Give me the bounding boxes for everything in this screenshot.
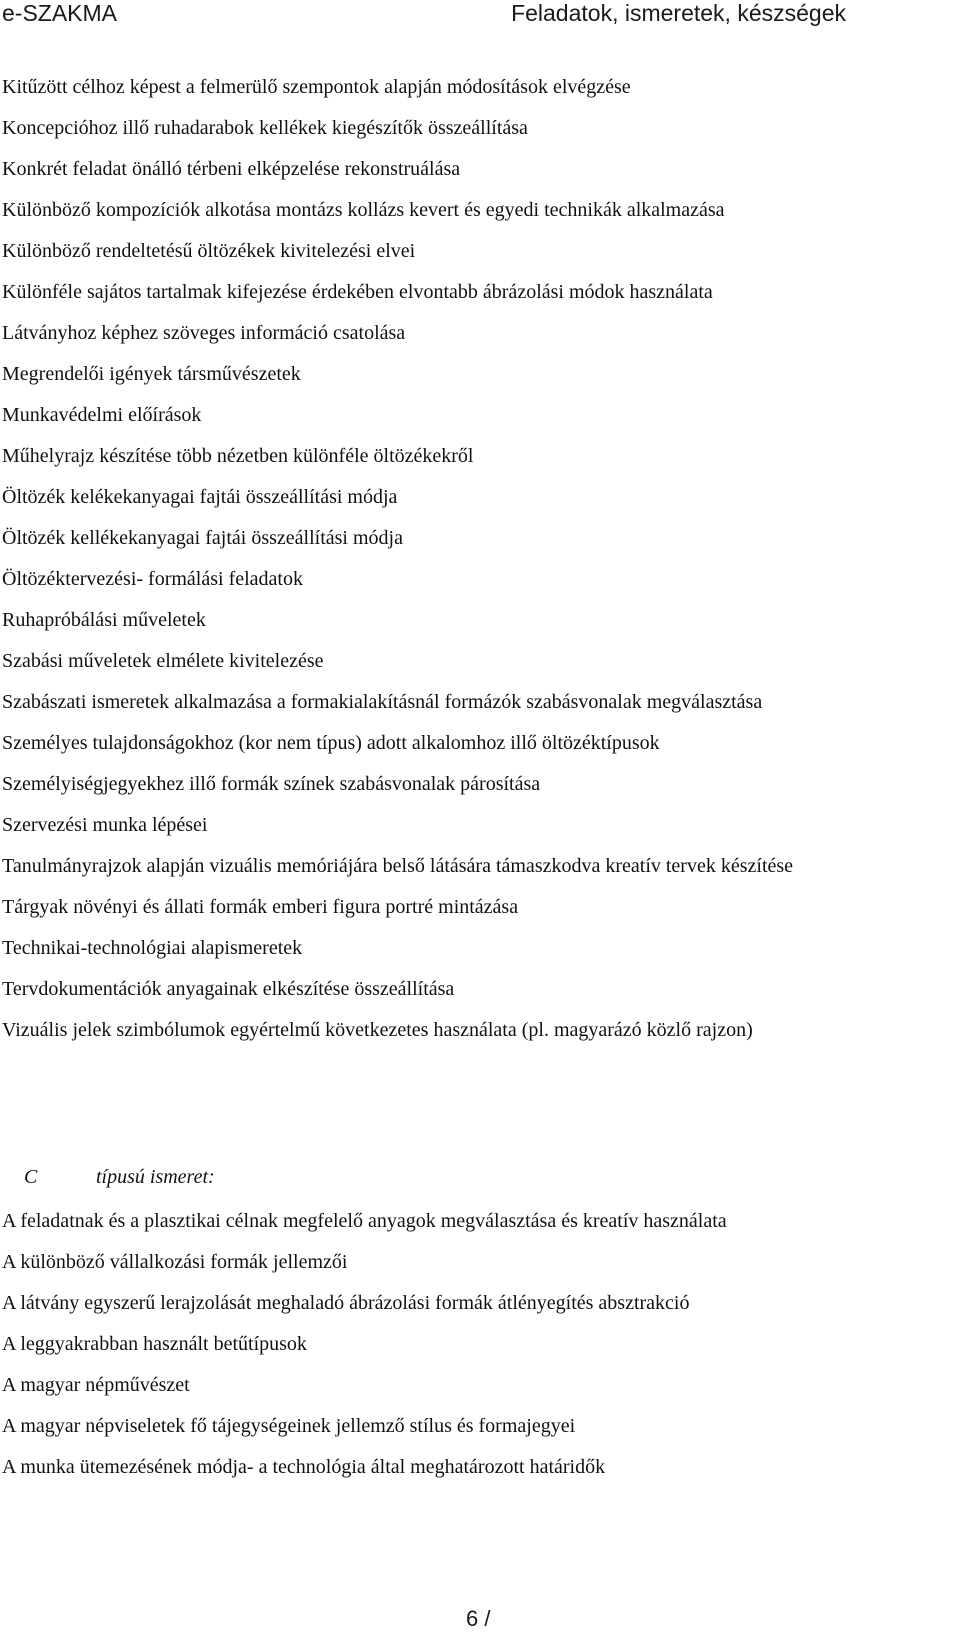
list-item: Különféle sajátos tartalmak kifejezése érdekében elvontabb ábrázolási módok használata: [2, 281, 713, 303]
list-item: Szervezési munka lépései: [2, 814, 208, 836]
list-item: A magyar népművészet: [2, 1374, 190, 1396]
list-item: Szabászati ismeretek alkalmazása a formakialakításnál formázók szabásvonalak megválasztása: [2, 691, 763, 713]
list-item: Technikai-technológiai alapismeretek: [2, 937, 303, 959]
page-header: [0, 0, 960, 40]
list-item: Személyiségjegyekhez illő formák színek szabásvonalak párosítása: [2, 773, 541, 795]
list-item: Megrendelői igények társművészetek: [2, 363, 301, 385]
list-item: Konkrét feladat önálló térbeni elképzelése rekonstruálása: [2, 158, 461, 180]
list-item: Tárgyak növényi és állati formák emberi figura portré mintázása: [2, 896, 519, 918]
list-item: A feladatnak és a plasztikai célnak megfelelő anyagok megválasztása és kreatív használata: [2, 1210, 727, 1232]
list-item: A különböző vállalkozási formák jellemzői: [2, 1251, 348, 1273]
list-item: Ruhapróbálási műveletek: [2, 609, 206, 631]
header-site-title: e-SZAKMA: [2, 0, 118, 26]
list-item: A magyar népviseletek fő tájegységeinek jellemző stílus és formajegyei: [2, 1415, 576, 1437]
list-item: Koncepcióhoz illő ruhadarabok kellékek kiegészítők összeállítása: [2, 117, 528, 139]
list-item: Öltözék kelékekanyagai fajtái összeállítási módja: [2, 486, 398, 508]
section-heading: [2, 1162, 215, 1192]
section-letter: C: [24, 1166, 38, 1188]
section-title-text: típusú ismeret:: [96, 1166, 215, 1188]
list-item: Különböző kompozíciók alkotása montázs kollázs kevert és egyedi technikák alkalmazása: [2, 199, 725, 221]
list-item: A látvány egyszerű lerajzolását meghaladó ábrázolási formák átlényegítés absztrakció: [2, 1292, 690, 1314]
list-item: Különböző rendeltetésű öltözékek kivitelezési elvei: [2, 240, 416, 262]
list-item: A munka ütemezésének módja- a technológia által meghatározott határidők: [2, 1456, 606, 1478]
list-item: Öltözék kellékekanyagai fajtái összeállítási módja: [2, 527, 403, 549]
list-item: Látványhoz képhez szöveges információ csatolása: [2, 322, 406, 344]
page-number: 6 /: [466, 1606, 491, 1631]
list-item: Tervdokumentációk anyagainak elkészítése összeállítása: [2, 978, 455, 1000]
list-item: Öltözéktervezési- formálási feladatok: [2, 568, 303, 590]
list-item: Személyes tulajdonságokhoz (kor nem típus) adott alkalomhoz illő öltözéktípusok: [2, 732, 660, 754]
list-item: Szabási műveletek elmélete kivitelezése: [2, 650, 324, 672]
list-item: A leggyakrabban használt betűtípusok: [2, 1333, 307, 1355]
header-section-title: Feladatok, ismeretek, készségek: [511, 0, 846, 26]
list-item: Műhelyrajz készítése több nézetben különféle öltözékekről: [2, 445, 474, 467]
knowledge-list: [2, 1206, 957, 1493]
list-item: Kitűzött célhoz képest a felmerülő szempontok alapján módosítások elvégzése: [2, 76, 631, 98]
skills-list: [2, 72, 957, 1056]
list-item: Vizuális jelek szimbólumok egyértelmű következetes használata (pl. magyarázó közlő rajzon): [2, 1019, 753, 1041]
list-item: Munkavédelmi előírások: [2, 404, 202, 426]
list-item: Tanulmányrajzok alapján vizuális memóriájára belső látására támaszkodva kreatív tervek készítése: [2, 855, 794, 877]
